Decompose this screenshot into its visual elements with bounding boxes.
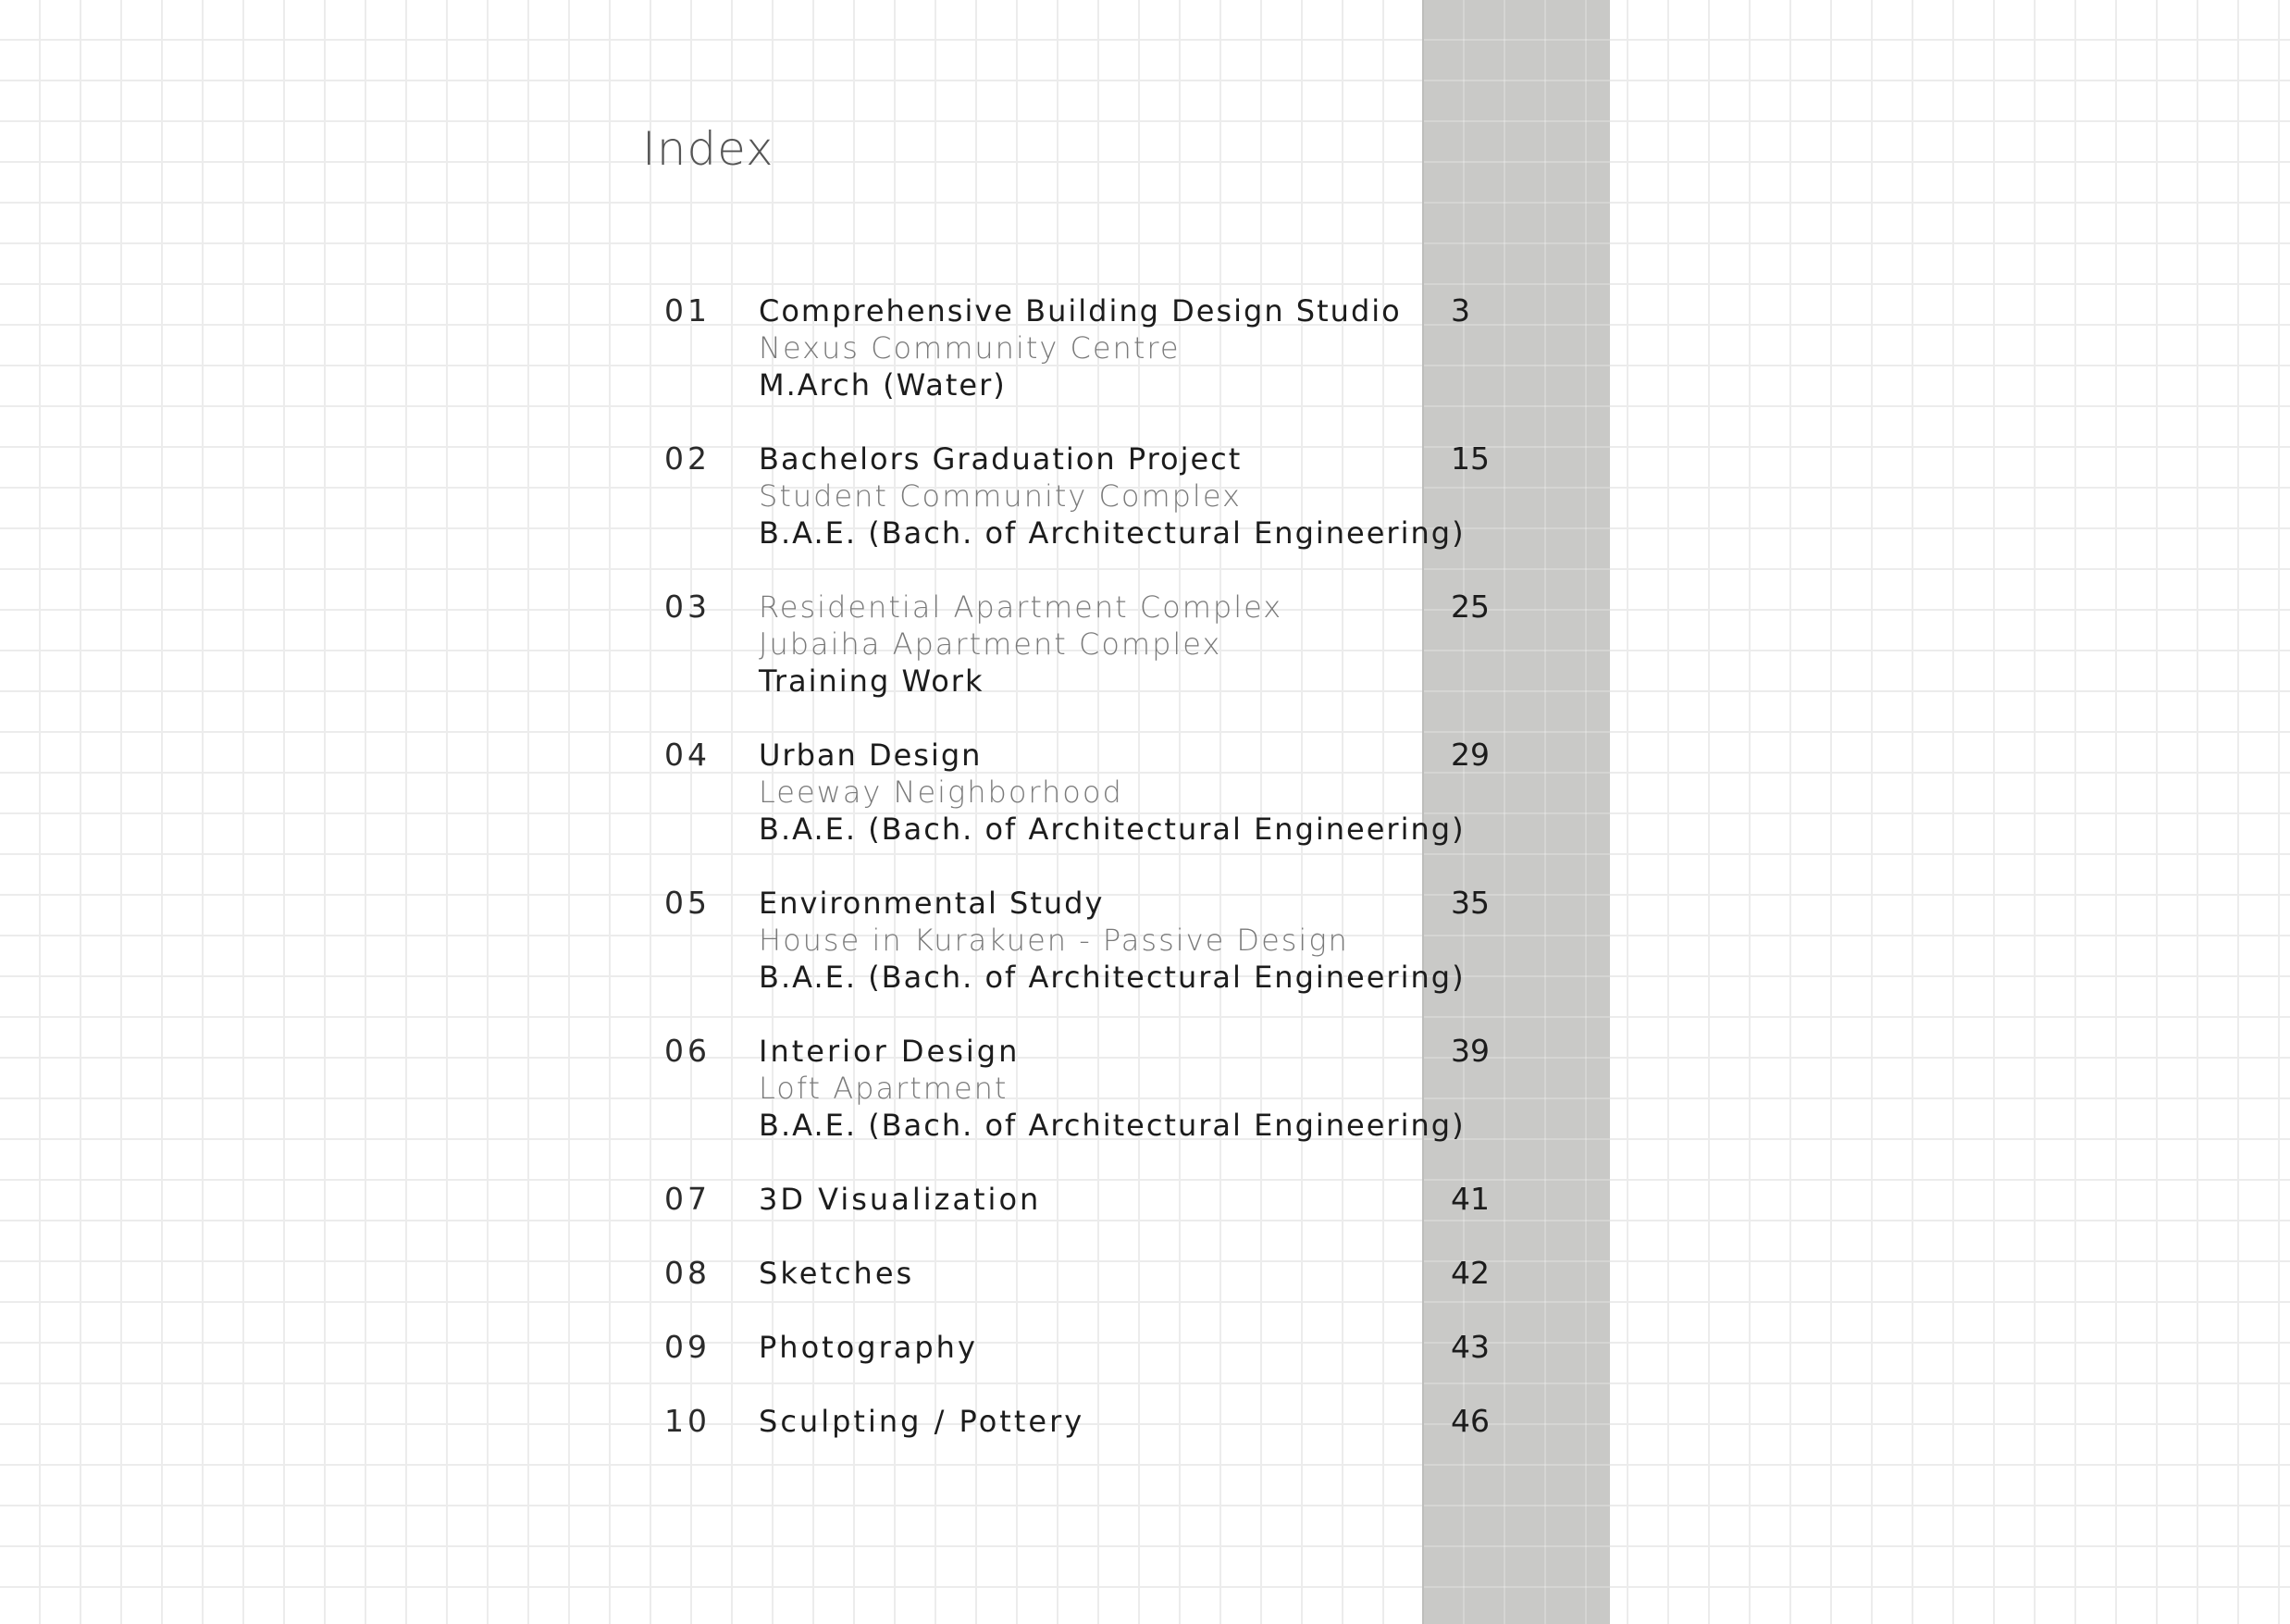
entry-text xyxy=(759,589,1282,700)
entry-title: Residential Apartment Complex xyxy=(759,589,1283,625)
entry-number: 07 xyxy=(664,1181,711,1217)
entry-number: 03 xyxy=(664,589,711,625)
entry-subtitle: Leeway Neighborhood xyxy=(759,775,1123,810)
entry-degree: Training Work xyxy=(759,663,984,699)
entry-page-number: 46 xyxy=(1451,1403,1490,1439)
entry-text xyxy=(759,1255,914,1292)
entry-subtitle: Loft Apartment xyxy=(759,1071,1009,1106)
entry-number: 09 xyxy=(664,1329,711,1365)
entry-number: 04 xyxy=(664,737,711,773)
entry-degree: B.A.E. (Bach. of Architectural Engineering) xyxy=(759,812,1466,847)
entry-page-number: 39 xyxy=(1451,1033,1490,1069)
entry-subtitle: Nexus Community Centre xyxy=(759,330,1181,366)
entry-subtitle: House in Kurakuen - Passive Design xyxy=(759,923,1349,958)
entry-title: Photography xyxy=(759,1330,978,1365)
entry-page-number: 3 xyxy=(1451,292,1470,329)
entry-number: 02 xyxy=(664,440,711,477)
entry-title: Bachelors Graduation Project xyxy=(759,441,1243,477)
entry-text xyxy=(759,1403,1084,1440)
entry-degree: M.Arch (Water) xyxy=(759,367,1007,403)
entry-page-number: 35 xyxy=(1451,885,1490,921)
entry-number: 01 xyxy=(664,292,711,329)
entry-title: Sculpting / Pottery xyxy=(759,1404,1085,1439)
entry-number: 06 xyxy=(664,1033,711,1069)
entry-text xyxy=(759,440,1466,552)
entry-text xyxy=(759,737,1466,848)
entry-subtitle: Student Community Complex xyxy=(759,478,1242,514)
entry-degree: B.A.E. (Bach. of Architectural Engineering) xyxy=(759,515,1466,551)
entry-page-number: 29 xyxy=(1451,737,1490,773)
entry-text xyxy=(759,292,1402,403)
entry-title: Sketches xyxy=(759,1256,915,1291)
entry-title: Environmental Study xyxy=(759,886,1105,921)
entry-number: 10 xyxy=(664,1403,711,1439)
entry-page-number: 43 xyxy=(1451,1329,1490,1365)
entry-page-number: 42 xyxy=(1451,1255,1490,1291)
entry-degree: B.A.E. (Bach. of Architectural Engineering) xyxy=(759,1108,1466,1143)
entry-subtitle: Jubaiha Apartment Complex xyxy=(759,626,1222,662)
entry-text xyxy=(759,1329,978,1366)
entry-page-number: 25 xyxy=(1451,589,1490,625)
entry-text xyxy=(759,885,1466,996)
entry-title: Comprehensive Building Design Studio xyxy=(759,293,1402,329)
entry-text xyxy=(759,1033,1466,1144)
entry-text xyxy=(759,1181,1041,1218)
entry-degree: B.A.E. (Bach. of Architectural Engineering) xyxy=(759,960,1466,995)
page-title: Index xyxy=(642,122,774,176)
entry-title: 3D Visualization xyxy=(759,1182,1042,1217)
entry-number: 08 xyxy=(664,1255,711,1291)
entry-number: 05 xyxy=(664,885,711,921)
entry-page-number: 41 xyxy=(1451,1181,1490,1217)
entry-page-number: 15 xyxy=(1451,440,1490,477)
entry-title: Urban Design xyxy=(759,738,983,773)
entry-title: Interior Design xyxy=(759,1034,1021,1069)
